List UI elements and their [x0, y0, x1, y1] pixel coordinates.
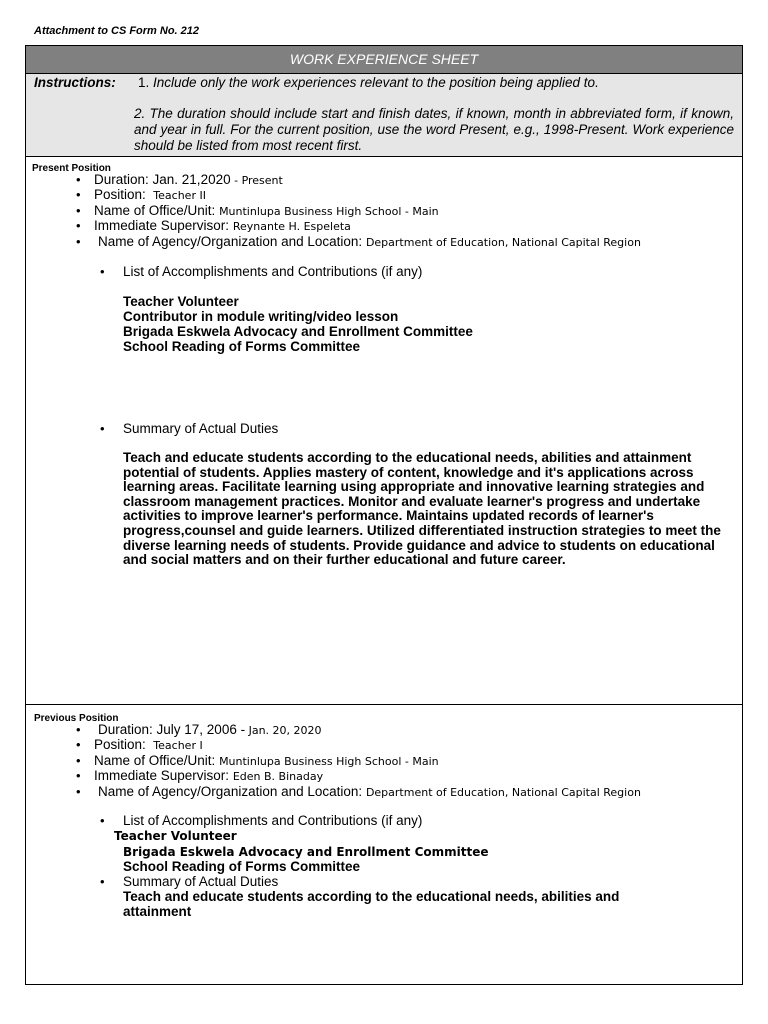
previous-duties-text: Teach and educate students according to the educational needs, abilities and attainment [123, 889, 620, 919]
sheet-title: WORK EXPERIENCE SHEET [26, 46, 742, 74]
previous-position-value: Teacher I [153, 739, 203, 752]
present-agency-value: Department of Education, National Capital Region [365, 236, 641, 249]
present-position-section [26, 157, 742, 705]
bullet-icon: • [76, 218, 81, 233]
present-office-label: Name of Office/Unit: [94, 203, 216, 218]
present-agency [98, 234, 641, 249]
present-accomplishment-item: Teacher Volunteer [123, 294, 239, 309]
present-duties-text: Teach and educate students according to the educational needs, abilities and attainment potential of students. Applies mastery of content, knowledge and it's applications across learning areas. Facilitate learning using appropriate and innovative learning strategies and classroom management practices. Monitor and evaluate learner's progress and undertake activities to improve learner's performance. Maintains updated records of learner's progress,counsel and guide learners. Utilized differentiated instruction strategies to meet the diverse learning needs of students. Provide guidance and advice to students on educational and social matters and on their further educational and future career. [123, 450, 721, 568]
bullet-icon: • [76, 172, 81, 187]
bullet-icon: • [76, 737, 81, 752]
present-position [94, 187, 206, 202]
work-experience-sheet [25, 45, 743, 985]
bullet-icon: • [100, 264, 105, 279]
bullet-icon: • [100, 421, 105, 436]
previous-supervisor-value: Eden B. Binaday [232, 770, 324, 783]
previous-accomplishment-item: Brigada Eskwela Advocacy and Enrollment Committee [123, 845, 489, 859]
present-accomplishment-item: Brigada Eskwela Advocacy and Enrollment Committee [123, 324, 473, 339]
previous-accomplishments-label: List of Accomplishments and Contributions (if any) [123, 813, 423, 828]
previous-position-label: Previous Position [34, 713, 119, 724]
bullet-icon: • [100, 813, 105, 828]
previous-office-value: Muntinlupa Business High School - Main [219, 755, 439, 768]
previous-position-section [26, 705, 742, 984]
bullet-icon: • [76, 784, 81, 799]
present-accomplishment-item: School Reading of Forms Committee [123, 339, 361, 354]
bullet-icon: • [76, 768, 81, 783]
previous-agency [98, 784, 641, 799]
present-accomplishments-label: List of Accomplishments and Contributions (if any) [123, 264, 423, 279]
present-agency-label: Name of Agency/Organization and Location: [98, 234, 363, 249]
present-office [94, 203, 439, 218]
previous-duration-label: Duration: July 17, 2006 - [98, 722, 246, 737]
previous-accomplishment-item: School Reading of Forms Committee [123, 859, 361, 874]
present-position-label: Present Position [32, 163, 111, 174]
previous-supervisor [94, 768, 323, 783]
present-position-value: Teacher II [153, 189, 206, 202]
instruction-item-2: 2. The duration should include start and finish dates, if known, month in abbreviated form, if known, and year in full. For the current position, use the word Present, e.g., 1998-Present. Work experience should be listed from most recent first. [134, 106, 734, 153]
instruction-item-1 [138, 75, 599, 90]
bullet-icon: • [76, 203, 81, 218]
bullet-icon: • [76, 234, 81, 249]
previous-agency-value: Department of Education, National Capital Region [365, 786, 641, 799]
bullet-icon: • [76, 722, 81, 737]
previous-position-label-text: Position: [94, 737, 146, 752]
present-duration-label: Duration: Jan. 21,2020 [94, 172, 231, 187]
previous-duration-value: Jan. 20, 2020 [245, 724, 322, 737]
bullet-icon: • [100, 874, 105, 889]
bullet-icon: • [76, 187, 81, 202]
attachment-note: Attachment to CS Form No. 212 [34, 25, 200, 37]
instruction-item-1-text: Include only the work experiences relevant to the position being applied to. [153, 75, 599, 90]
present-duties-label: Summary of Actual Duties [123, 421, 279, 436]
present-office-value: Muntinlupa Business High School - Main [219, 205, 439, 218]
instruction-item-1-number: 1. [138, 75, 150, 90]
present-supervisor-label: Immediate Supervisor: [94, 218, 230, 233]
present-accomplishment-item: Contributor in module writing/video lesson [123, 309, 399, 324]
previous-office [94, 753, 439, 768]
previous-agency-label: Name of Agency/Organization and Location: [98, 784, 363, 799]
instructions-label: Instructions: [34, 75, 116, 90]
instructions-box [26, 74, 742, 157]
previous-accomplishment-item: Teacher Volunteer [114, 829, 237, 843]
present-duration-value: - Present [230, 174, 283, 187]
present-supervisor [94, 218, 351, 233]
previous-supervisor-label: Immediate Supervisor: [94, 768, 230, 783]
previous-duration [98, 722, 322, 737]
present-duration [94, 172, 283, 187]
previous-position [94, 737, 203, 752]
bullet-icon: • [76, 753, 81, 768]
previous-office-label: Name of Office/Unit: [94, 753, 216, 768]
previous-duties-label: Summary of Actual Duties [123, 874, 279, 889]
present-supervisor-value: Reynante H. Espeleta [232, 220, 351, 233]
present-position-label-text: Position: [94, 187, 146, 202]
